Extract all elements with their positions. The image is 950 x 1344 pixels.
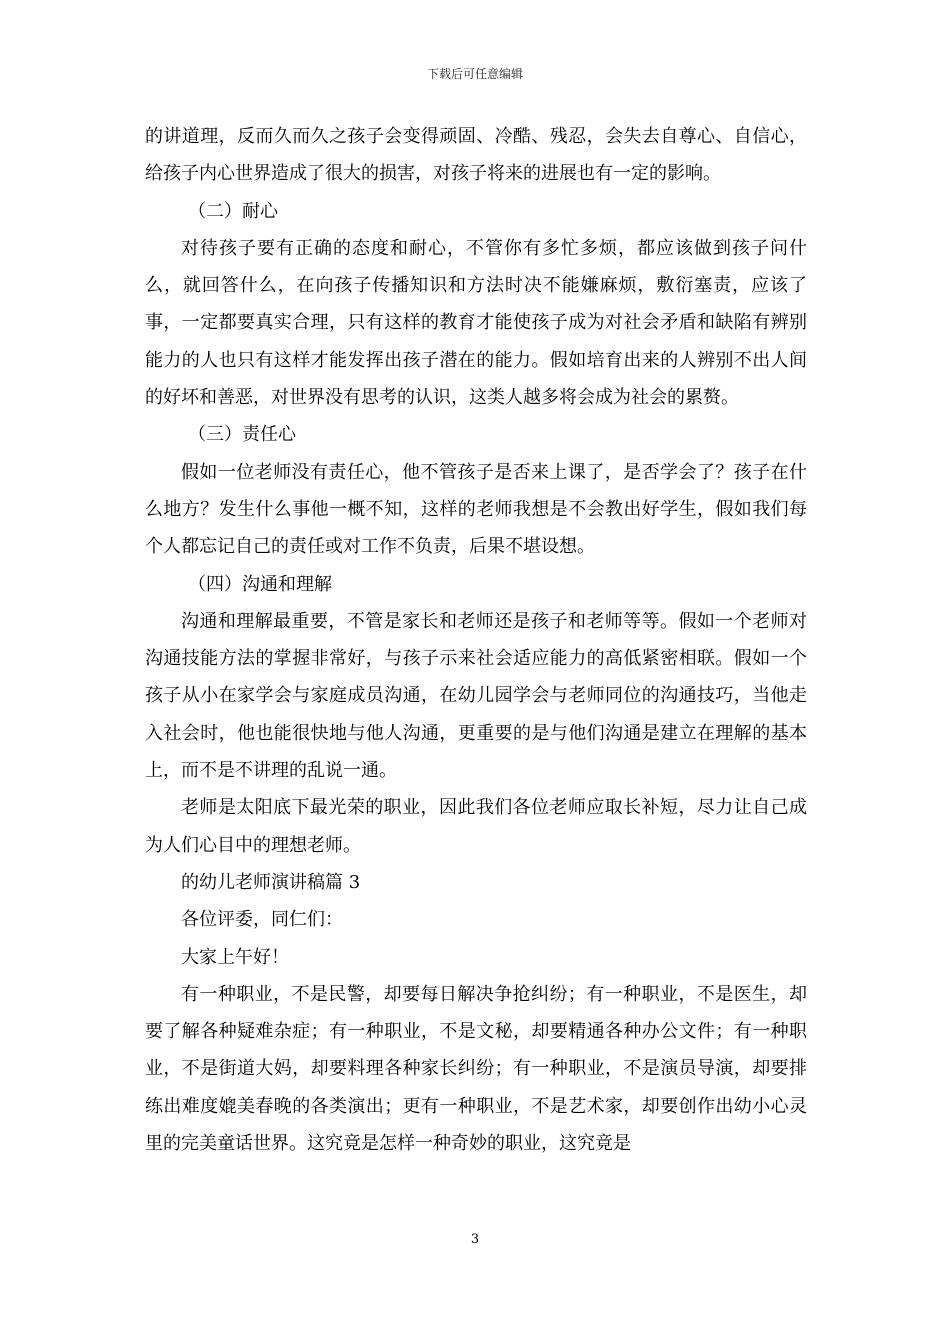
paragraph: 对待孩子要有正确的态度和耐心，不管你有多忙多烦，都应该做到孩子问什么，就回答什么，在向孩子传播知识和方法时决不能嫌麻烦，敷衍塞责，应该了事，一定都要真实合理，只有这样的教育才能使孩子成为对社会矛盾和缺陷有辨别能力的人也只有这样才能发挥出孩子潜在的能力。假如培育出来的人辨别不出人间的好坏和善恶，对世界没有思考的认识，这类人越多将会成为社会的累赘。 bbox=[145, 237, 807, 409]
salutation: 各位评委，同仁们： bbox=[181, 909, 343, 931]
paragraph: 沟通和理解最重要，不管是家长和老师还是孩子和老师等等。假如一个老师对沟通技能方法的掌握非常好，与孩子示来社会适应能力的高低紧密相联。假如一个孩子从小在家学会与家庭成员沟通，在幼儿园学会与老师同位的沟通技巧，当他走入社会时，他也能很快地与他人沟通，更重要的是与他们沟通是建立在理解的基本上，而不是不讲理的乱说一通。 bbox=[145, 610, 807, 782]
paragraph: 的讲道理，反而久而久之孩子会变得顽固、冷酷、残忍，会失去自尊心、自信心，给孩子内心世界造成了很大的损害，对孩子将来的进展也有一定的影响。 bbox=[145, 126, 807, 185]
paragraph: 假如一位老师没有责任心，他不管孩子是否来上课了，是否学会了？孩子在什么地方？发生什么事他一概不知，这样的老师我想是不会教出好学生，假如我们每个人都忘记自己的责任或对工作不负责，后果不堪设想。 bbox=[145, 461, 807, 558]
speech-title: 的幼儿老师演讲稿篇 3 bbox=[181, 871, 361, 893]
page-number: 3 bbox=[470, 1232, 480, 1247]
section-heading-communication: （四）沟通和理解 bbox=[188, 573, 332, 595]
document-body bbox=[145, 118, 807, 1162]
greeting: 大家上午好！ bbox=[181, 946, 289, 968]
section-heading-responsibility: （三）责任心 bbox=[188, 424, 296, 446]
section-heading-patience: （二）耐心 bbox=[188, 200, 278, 222]
page-header: 下载后可任意编辑 bbox=[426, 67, 523, 81]
paragraph: 老师是太阳底下最光荣的职业，因此我们各位老师应取长补短，尽力让自己成为人们心目中的理想老师。 bbox=[145, 797, 807, 856]
paragraph: 有一种职业，不是民警，却要每日解决争抢纠纷；有一种职业，不是医生，却要了解各种疑难杂症；有一种职业，不是文秘，却要精通各种办公文件；有一种职业，不是街道大妈，却要料理各种家长纠纷；有一种职业，不是演员导演，却要排练出难度媲美春晚的各类演出；更有一种职业，不是艺术家，却要创作出幼小心灵里的完美童话世界。这究竟是怎样一种奇妙的职业，这究竟是 bbox=[145, 983, 807, 1155]
